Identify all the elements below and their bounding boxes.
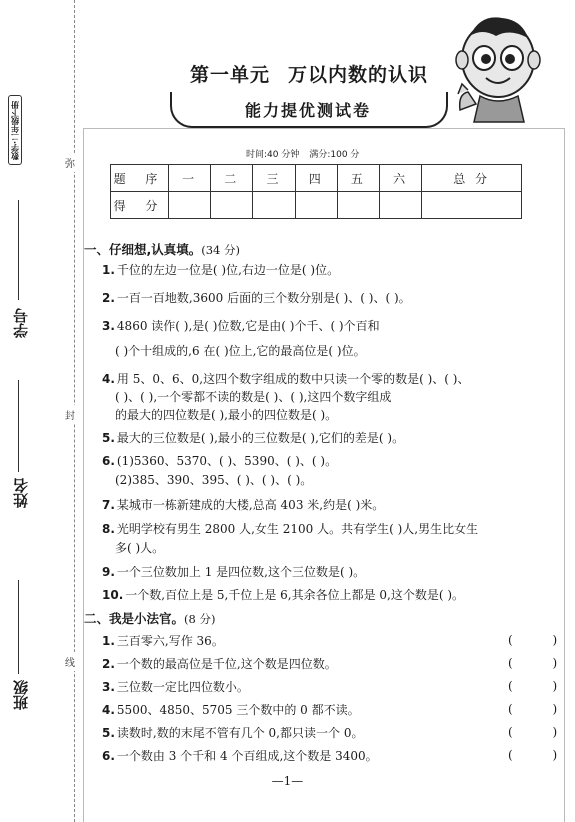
question-text: 三位数一定比四位数小。 [116, 680, 249, 694]
question-number: 5. [102, 726, 115, 740]
question-line [115, 472, 312, 488]
question-text: ( )、( ),一个零都不读的数是( )、( ),这四个数字组成 [115, 390, 392, 404]
score-cell[interactable] [337, 192, 379, 219]
score-col-total: 总 分 [422, 165, 522, 192]
question-text: 读数时,数的末尾不管有几个 0,都只读一个 0。 [116, 726, 364, 740]
score-table-header-row [111, 165, 522, 192]
section-2-title [84, 609, 215, 627]
question-text: 光明学校有男生 2800 人,女生 2100 人。共有学生( )人,男生比女生 [116, 522, 479, 536]
question-number: 5. [102, 431, 115, 445]
exam-time: 时间:40 分钟 [246, 150, 300, 160]
score-cell[interactable] [169, 192, 211, 219]
question-line [102, 564, 365, 580]
question-text: 最大的三位数是( ),最小的三位数是( ),它们的差是( )。 [116, 431, 405, 445]
fold-mark-feng: 封 [64, 405, 76, 424]
answer-parens[interactable]: ( ) [508, 702, 575, 716]
judge-item [102, 725, 363, 741]
name-label: 姓名 [12, 478, 30, 508]
exam-info [246, 147, 359, 160]
judge-item [102, 702, 360, 718]
question-number: 6. [102, 749, 115, 763]
question-line [115, 343, 366, 359]
question-line [115, 389, 391, 405]
question-number: 10. [102, 588, 124, 602]
question-text: 多( )人。 [115, 541, 165, 555]
question-line [102, 521, 478, 537]
question-text: 一个数,百位上是 5,千位上是 6,其余各位上都是 0,这个数是( )。 [125, 588, 465, 602]
answer-parens[interactable]: ( ) [508, 633, 575, 647]
question-number: 6. [102, 454, 115, 468]
score-cell[interactable] [422, 192, 522, 219]
page-number: —1— [271, 774, 304, 788]
judge-item [102, 679, 249, 695]
question-number: 8. [102, 522, 115, 536]
question-line [102, 430, 404, 446]
class-line[interactable] [18, 580, 19, 674]
score-col-2: 二 [211, 165, 253, 192]
question-line [102, 587, 464, 603]
student-number-line[interactable] [18, 200, 19, 300]
question-text: 5500、4850、5705 三个数中的 0 都不读。 [116, 703, 360, 717]
fold-mark-mi: 弥 [64, 153, 76, 172]
question-number: 4. [102, 372, 115, 386]
question-text: 一个三位数加上 1 是四位数,这个三位数是( )。 [116, 565, 366, 579]
question-number: 7. [102, 498, 115, 512]
question-number: 3. [102, 680, 115, 694]
question-number: 2. [102, 291, 115, 305]
page-subtitle: 能力提优测试卷 [245, 101, 372, 120]
answer-parens[interactable]: ( ) [508, 656, 575, 670]
answer-parens[interactable]: ( ) [508, 725, 575, 739]
judge-item [102, 656, 337, 672]
fold-mark-xian: 线 [64, 652, 76, 671]
question-number: 1. [102, 634, 115, 648]
subject-grade-tag: 数学·二年级下册 [8, 95, 22, 165]
question-text: 三百零六,写作 36。 [116, 634, 224, 648]
question-number: 3. [102, 319, 115, 333]
unit-label: 第一单元 [190, 64, 271, 86]
section-2-points: (8 分) [184, 612, 216, 626]
student-number-label: 学号 [12, 308, 30, 338]
page-title [190, 60, 428, 87]
name-line[interactable] [18, 380, 19, 472]
question-text: 4860 读作( ),是( )位数,它是由( )个千、( )个百和 [116, 319, 380, 333]
question-text: 的最大的四位数是( ),最小的四位数是( )。 [115, 408, 338, 422]
question-text: 一个数由 3 个千和 4 个百组成,这个数是 3400。 [116, 749, 378, 763]
question-line [102, 453, 337, 469]
question-text: 用 5、0、6、0,这四个数字组成的数中只读一个零的数是( )、( )、 [116, 372, 470, 386]
question-line [115, 540, 164, 556]
score-cell[interactable] [295, 192, 337, 219]
question-text: (1)5360、5370、( )、5390、( )、( )。 [116, 454, 338, 468]
unit-topic: 万以内数的认识 [288, 64, 429, 86]
score-col-6: 六 [380, 165, 422, 192]
question-text: 某城市一栋新建成的大楼,总高 403 米,约是( )米。 [116, 498, 385, 512]
question-text: 一个数的最高位是千位,这个数是四位数。 [116, 657, 337, 671]
score-cell[interactable] [380, 192, 422, 219]
question-line [102, 262, 339, 278]
score-table [110, 164, 522, 219]
answer-parens[interactable]: ( ) [508, 679, 575, 693]
question-text: (2)385、390、395、( )、( )、( )。 [115, 473, 313, 487]
score-table-score-row [111, 192, 522, 219]
score-col-1: 一 [169, 165, 211, 192]
score-col-5: 五 [337, 165, 379, 192]
section-1-title [84, 240, 240, 258]
judge-item [102, 633, 224, 649]
section-2-heading: 二、我是小法官。 [84, 611, 185, 626]
score-table-score-label: 得 分 [111, 192, 169, 219]
score-table-row-label: 题 序 [111, 165, 169, 192]
section-1-heading: 一、仔细想,认真填。 [84, 242, 202, 257]
score-col-4: 四 [295, 165, 337, 192]
score-cell[interactable] [253, 192, 295, 219]
question-number: 2. [102, 657, 115, 671]
question-text: 千位的左边一位是( )位,右边一位是( )位。 [116, 263, 340, 277]
question-line [115, 407, 337, 423]
question-text: 一百一百地数,3600 后面的三个数分别是( )、( )、( )。 [116, 291, 411, 305]
score-col-3: 三 [253, 165, 295, 192]
judge-item [102, 748, 378, 764]
class-label: 班级 [12, 680, 30, 710]
question-number: 9. [102, 565, 115, 579]
mascot-illustration [440, 14, 550, 126]
score-cell[interactable] [211, 192, 253, 219]
exam-full-marks: 满分:100 分 [309, 150, 360, 160]
question-number: 4. [102, 703, 115, 717]
question-line [102, 497, 384, 513]
question-line [102, 371, 469, 387]
question-line [102, 290, 411, 306]
question-line [102, 318, 380, 334]
answer-parens[interactable]: ( ) [508, 748, 575, 762]
question-text: ( )个十组成的,6 在( )位上,它的最高位是( )位。 [115, 344, 366, 358]
question-number: 1. [102, 263, 115, 277]
section-1-points: (34 分) [201, 243, 241, 257]
